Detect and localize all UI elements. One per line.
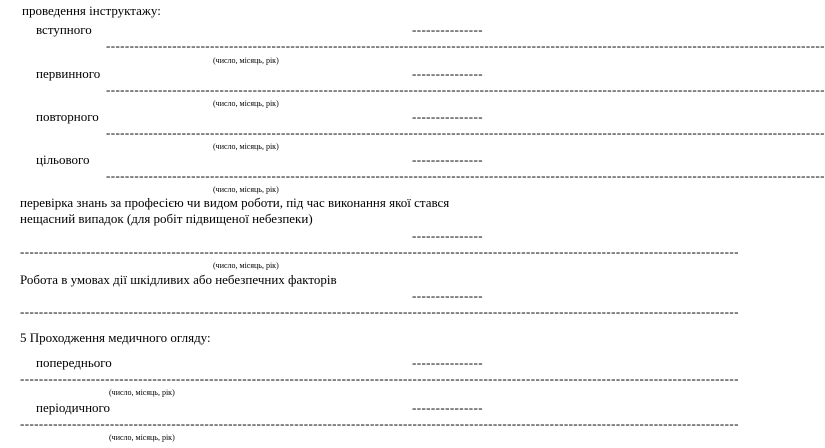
- primary-date-caption: (число, місяць, рік): [213, 99, 279, 108]
- periodic-label: періодичного: [36, 400, 111, 415]
- knowledge-check-line-2: нещасний випадок (для робіт підвищеної небезпеки): [20, 211, 313, 226]
- repeated-dashes-short: ---------------: [412, 109, 483, 124]
- introductory-dash-line: --------------------------------------------------------------------------------------------------------------------------------------------------------: [106, 38, 825, 53]
- repeated-label: повторного: [36, 109, 99, 124]
- primary-dashes-short: ---------------: [412, 66, 483, 81]
- introductory-label: вступного: [36, 22, 92, 37]
- introductory-date-caption: (число, місяць, рік): [213, 56, 279, 65]
- harmful-conditions-dash-line: --------------------------------------------------------------------------------------------------------------------------------------------------------: [20, 304, 739, 319]
- primary-label: первинного: [36, 66, 101, 81]
- knowledge-check-date-caption: (число, місяць, рік): [213, 261, 279, 270]
- knowledge-check-line-1: перевірка знань за професією чи видом роботи, під час виконання якої стався: [20, 195, 450, 210]
- primary-dash-line: --------------------------------------------------------------------------------------------------------------------------------------------------------: [106, 82, 825, 97]
- preliminary-dashes-short: ---------------: [412, 355, 483, 370]
- introductory-dashes-short: ---------------: [412, 22, 483, 37]
- preliminary-dash-line: --------------------------------------------------------------------------------------------------------------------------------------------------------: [20, 371, 739, 386]
- preliminary-label: попереднього: [36, 355, 112, 370]
- knowledge-check-dash-line: --------------------------------------------------------------------------------------------------------------------------------------------------------: [20, 244, 739, 259]
- harmful-conditions-dashes-short: ---------------: [412, 288, 483, 303]
- instruction-heading: проведення інструктажу:: [22, 3, 161, 18]
- knowledge-check-dashes-short: ---------------: [412, 228, 483, 243]
- repeated-dash-line: --------------------------------------------------------------------------------------------------------------------------------------------------------: [106, 125, 825, 140]
- preliminary-date-caption: (число, місяць, рік): [109, 388, 175, 397]
- targeted-label: цільового: [36, 152, 90, 167]
- targeted-dash-line: --------------------------------------------------------------------------------------------------------------------------------------------------------: [106, 168, 825, 183]
- periodic-dashes-short: ---------------: [412, 400, 483, 415]
- periodic-date-caption: (число, місяць, рік): [109, 433, 175, 442]
- medical-exam-heading: 5 Проходження медичного огляду:: [20, 330, 211, 345]
- repeated-date-caption: (число, місяць, рік): [213, 142, 279, 151]
- harmful-conditions-label: Робота в умовах дії шкідливих або небезпечних факторів: [20, 272, 337, 287]
- periodic-dash-line: --------------------------------------------------------------------------------------------------------------------------------------------------------: [20, 416, 739, 431]
- targeted-date-caption: (число, місяць, рік): [213, 185, 279, 194]
- targeted-dashes-short: ---------------: [412, 152, 483, 167]
